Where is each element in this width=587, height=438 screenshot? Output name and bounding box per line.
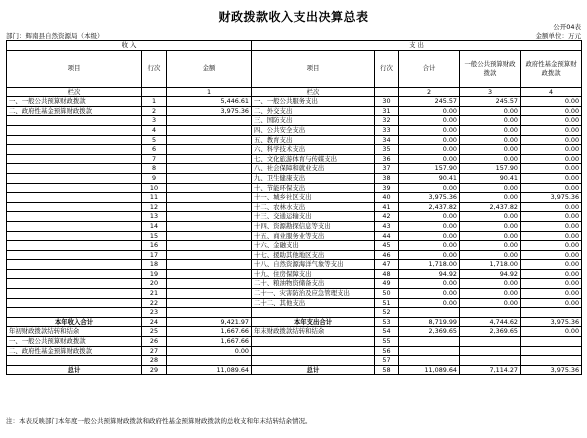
expense-line-number: 35 <box>375 145 399 155</box>
income-line-number: 17 <box>142 250 167 260</box>
expense-gov-fund: 0.00 <box>521 298 582 308</box>
column-index-2: 2 <box>399 87 460 97</box>
expense-item: 十、节能环保支出 <box>252 183 375 193</box>
expense-total: 0.00 <box>399 135 460 145</box>
income-line-number: 2 <box>142 106 167 116</box>
table-row <box>7 202 582 212</box>
expense-gov-fund: 0.00 <box>521 106 582 116</box>
expense-line-number: 44 <box>375 231 399 241</box>
expense-line-number: 43 <box>375 221 399 231</box>
expense-total: 0.00 <box>399 279 460 289</box>
expense-total: 0.00 <box>399 125 460 135</box>
expense-header: 支 出 <box>252 41 582 51</box>
expense-line-number: 58 <box>375 365 399 375</box>
income-item: 二、政府性基金预算财政拨款 <box>7 346 142 356</box>
table-row <box>7 154 582 164</box>
income-line-number: 4 <box>142 125 167 135</box>
expense-total: 90.41 <box>399 173 460 183</box>
income-amount <box>167 116 252 126</box>
income-line-number: 18 <box>142 260 167 270</box>
income-line-number: 8 <box>142 164 167 174</box>
column-index-4: 4 <box>521 87 582 97</box>
income-amount: 3,975.36 <box>167 106 252 116</box>
expense-gov-fund: 0.00 <box>521 116 582 126</box>
income-line-number: 29 <box>142 365 167 375</box>
expense-total: 0.00 <box>399 231 460 241</box>
income-item: 年初财政拨款结转和结余 <box>7 327 142 337</box>
expense-general-budget: 0.00 <box>460 106 521 116</box>
income-amount <box>167 308 252 318</box>
income-item <box>7 356 142 366</box>
expense-item: 十九、住房保障支出 <box>252 269 375 279</box>
expense-gov-fund: 3,975.36 <box>521 365 582 375</box>
income-line-number: 12 <box>142 202 167 212</box>
expense-line-number: 32 <box>375 116 399 126</box>
expense-line-number: 54 <box>375 327 399 337</box>
expense-total <box>399 337 460 347</box>
expense-line-number: 51 <box>375 298 399 308</box>
expense-general-budget: 0.00 <box>460 116 521 126</box>
income-amount <box>167 250 252 260</box>
table-row <box>7 193 582 203</box>
table-row <box>7 241 582 251</box>
income-item <box>7 298 142 308</box>
expense-gov-fund: 0.00 <box>521 135 582 145</box>
table-row <box>7 97 582 107</box>
income-line-number: 7 <box>142 154 167 164</box>
expense-item <box>252 356 375 366</box>
expense-general-budget: 0.00 <box>460 298 521 308</box>
column-index-empty <box>375 87 399 97</box>
expense-line-number: 38 <box>375 173 399 183</box>
income-line-number: 25 <box>142 327 167 337</box>
expense-item: 十三、交通运输支出 <box>252 212 375 222</box>
income-item <box>7 260 142 270</box>
expense-line-number: 36 <box>375 154 399 164</box>
expense-total: 3,975.36 <box>399 193 460 203</box>
income-item: 一、一般公共预算财政拨款 <box>7 97 142 107</box>
column-index-1: 1 <box>167 87 252 97</box>
income-amount <box>167 231 252 241</box>
income-line-number: 14 <box>142 221 167 231</box>
table-row <box>7 308 582 318</box>
expense-item: 一、一般公共服务支出 <box>252 97 375 107</box>
department-label: 部门：辉南县自然资源局（本级） <box>6 32 104 40</box>
income-item: 二、政府性基金预算财政拨款 <box>7 106 142 116</box>
expense-line-number: 37 <box>375 164 399 174</box>
expense-item: 十五、商业服务业等支出 <box>252 231 375 241</box>
expense-general-budget: 245.57 <box>460 97 521 107</box>
table-row <box>7 279 582 289</box>
expense-item-header: 项目 <box>252 50 375 87</box>
income-item <box>7 135 142 145</box>
expense-general-budget: 2,369.65 <box>460 327 521 337</box>
income-amount: 5,446.61 <box>167 97 252 107</box>
expense-item: 年末财政拨款结转和结余 <box>252 327 375 337</box>
general-budget-header: 一般公共预算财政拨款 <box>460 50 521 87</box>
expense-total: 1,718.00 <box>399 260 460 270</box>
expense-general-budget: 0.00 <box>460 250 521 260</box>
expense-total: 0.00 <box>399 183 460 193</box>
income-item <box>7 193 142 203</box>
income-line-number: 16 <box>142 241 167 251</box>
income-line-number: 6 <box>142 145 167 155</box>
expense-gov-fund: 0.00 <box>521 97 582 107</box>
income-amount <box>167 241 252 251</box>
income-header: 收 入 <box>7 41 252 51</box>
expense-general-budget: 0.00 <box>460 154 521 164</box>
income-amount <box>167 183 252 193</box>
expense-general-budget: 0.00 <box>460 289 521 299</box>
income-line-number: 22 <box>142 298 167 308</box>
expense-gov-fund: 0.00 <box>521 202 582 212</box>
income-item <box>7 212 142 222</box>
expense-item: 十四、资源勘探信息等支出 <box>252 221 375 231</box>
table-row <box>7 365 582 375</box>
income-amount: 1,667.66 <box>167 327 252 337</box>
income-line-number: 13 <box>142 212 167 222</box>
expense-gov-fund: 0.00 <box>521 164 582 174</box>
expense-item: 总计 <box>252 365 375 375</box>
income-amount <box>167 193 252 203</box>
expense-item: 七、文化旅游体育与传媒支出 <box>252 154 375 164</box>
expense-general-budget: 0.00 <box>460 212 521 222</box>
income-line-number: 19 <box>142 269 167 279</box>
expense-item: 八、社会保障和就业支出 <box>252 164 375 174</box>
expense-line-number: 56 <box>375 346 399 356</box>
expense-gov-fund <box>521 346 582 356</box>
expense-general-budget: 0.00 <box>460 125 521 135</box>
table-row <box>7 212 582 222</box>
expense-line-number: 49 <box>375 279 399 289</box>
income-amount <box>167 135 252 145</box>
expense-line-header: 行次 <box>375 50 399 87</box>
income-item <box>7 221 142 231</box>
expense-total: 8,719.99 <box>399 317 460 327</box>
income-item <box>7 269 142 279</box>
expense-line-number: 55 <box>375 337 399 347</box>
expense-item: 二十、粮油物资储备支出 <box>252 279 375 289</box>
expense-gov-fund: 0.00 <box>521 260 582 270</box>
expense-gov-fund: 3,975.36 <box>521 193 582 203</box>
expense-total <box>399 356 460 366</box>
expense-general-budget: 0.00 <box>460 183 521 193</box>
footnote: 注：本表反映部门本年度一般公共预算财政拨款和政府性基金预算财政拨款的总收支和年末结转结余情况。 <box>6 417 312 425</box>
gov-fund-header: 政府性基金预算财政拨款 <box>521 50 582 87</box>
expense-item: 三、国防支出 <box>252 116 375 126</box>
expense-general-budget: 90.41 <box>460 173 521 183</box>
income-item <box>7 202 142 212</box>
expense-general-budget <box>460 308 521 318</box>
expense-general-budget <box>460 356 521 366</box>
table-row <box>7 135 582 145</box>
expense-total: 157.90 <box>399 164 460 174</box>
expense-item <box>252 337 375 347</box>
income-amount <box>167 145 252 155</box>
income-item-header: 项目 <box>7 50 142 87</box>
unit-label: 金额单位：万元 <box>535 32 581 40</box>
expense-line-number: 53 <box>375 317 399 327</box>
expense-general-budget: 4,744.62 <box>460 317 521 327</box>
expense-item: 十二、农林水支出 <box>252 202 375 212</box>
expense-general-budget: 0.00 <box>460 193 521 203</box>
expense-item: 九、卫生健康支出 <box>252 173 375 183</box>
expense-general-budget: 1,718.00 <box>460 260 521 270</box>
expense-gov-fund: 0.00 <box>521 221 582 231</box>
expense-line-number: 42 <box>375 212 399 222</box>
expense-general-budget: 0.00 <box>460 221 521 231</box>
income-item <box>7 241 142 251</box>
expense-item: 十七、援助其他地区支出 <box>252 250 375 260</box>
expense-line-number: 45 <box>375 241 399 251</box>
budget-table <box>6 40 582 375</box>
table-row <box>7 346 582 356</box>
expense-general-budget: 0.00 <box>460 135 521 145</box>
column-index-3: 3 <box>460 87 521 97</box>
income-line-number: 21 <box>142 289 167 299</box>
income-item: 本年收入合计 <box>7 317 142 327</box>
income-amount <box>167 260 252 270</box>
income-amount <box>167 221 252 231</box>
expense-item <box>252 308 375 318</box>
income-item <box>7 164 142 174</box>
expense-general-budget: 0.00 <box>460 231 521 241</box>
income-line-header: 行次 <box>142 50 167 87</box>
table-row <box>7 183 582 193</box>
income-item <box>7 279 142 289</box>
expense-gov-fund: 0.00 <box>521 289 582 299</box>
income-item <box>7 125 142 135</box>
income-line-number: 15 <box>142 231 167 241</box>
income-amount-header: 金额 <box>167 50 252 87</box>
income-line-number: 26 <box>142 337 167 347</box>
income-amount: 1,667.66 <box>167 337 252 347</box>
table-row <box>7 269 582 279</box>
expense-line-number: 30 <box>375 97 399 107</box>
income-amount <box>167 125 252 135</box>
expense-gov-fund: 0.00 <box>521 250 582 260</box>
income-amount <box>167 269 252 279</box>
table-row <box>7 289 582 299</box>
expense-item: 五、教育支出 <box>252 135 375 145</box>
table-row <box>7 231 582 241</box>
income-line-number: 11 <box>142 193 167 203</box>
expense-total: 0.00 <box>399 289 460 299</box>
expense-gov-fund <box>521 356 582 366</box>
table-row <box>7 250 582 260</box>
expense-line-number: 46 <box>375 250 399 260</box>
table-row <box>7 356 582 366</box>
total-header: 合计 <box>399 50 460 87</box>
income-item <box>7 173 142 183</box>
expense-line-number: 57 <box>375 356 399 366</box>
income-line-number: 9 <box>142 173 167 183</box>
income-line-number: 28 <box>142 356 167 366</box>
table-row <box>7 221 582 231</box>
income-item <box>7 183 142 193</box>
income-line-number: 1 <box>142 97 167 107</box>
income-amount <box>167 298 252 308</box>
income-amount <box>167 154 252 164</box>
income-line-number: 5 <box>142 135 167 145</box>
expense-total: 0.00 <box>399 250 460 260</box>
expense-item: 十一、城乡社区支出 <box>252 193 375 203</box>
expense-gov-fund: 0.00 <box>521 154 582 164</box>
table-row <box>7 145 582 155</box>
income-line-number: 23 <box>142 308 167 318</box>
expense-total: 245.57 <box>399 97 460 107</box>
expense-gov-fund <box>521 308 582 318</box>
expense-total: 94.92 <box>399 269 460 279</box>
table-row <box>7 125 582 135</box>
table-row <box>7 317 582 327</box>
expense-general-budget: 0.00 <box>460 279 521 289</box>
expense-total: 0.00 <box>399 154 460 164</box>
expense-gov-fund: 0.00 <box>521 212 582 222</box>
expense-total: 2,369.65 <box>399 327 460 337</box>
expense-general-budget: 0.00 <box>460 241 521 251</box>
column-index-empty <box>142 87 167 97</box>
income-item <box>7 231 142 241</box>
column-index-label: 栏次 <box>7 87 142 97</box>
expense-total: 0.00 <box>399 241 460 251</box>
expense-gov-fund: 3,975.36 <box>521 317 582 327</box>
expense-total: 0.00 <box>399 145 460 155</box>
expense-item: 二十二、其他支出 <box>252 298 375 308</box>
expense-general-budget: 7,114.27 <box>460 365 521 375</box>
expense-total <box>399 346 460 356</box>
expense-line-number: 31 <box>375 106 399 116</box>
income-item <box>7 116 142 126</box>
expense-general-budget: 0.00 <box>460 145 521 155</box>
income-amount <box>167 164 252 174</box>
table-row <box>7 260 582 270</box>
income-amount: 9,421.97 <box>167 317 252 327</box>
expense-item: 四、公共安全支出 <box>252 125 375 135</box>
expense-general-budget: 2,437.82 <box>460 202 521 212</box>
expense-item <box>252 346 375 356</box>
income-item: 总计 <box>7 365 142 375</box>
expense-line-number: 47 <box>375 260 399 270</box>
table-row <box>7 164 582 174</box>
expense-total: 11,089.64 <box>399 365 460 375</box>
income-line-number: 20 <box>142 279 167 289</box>
expense-line-number: 39 <box>375 183 399 193</box>
table-row <box>7 116 582 126</box>
income-item <box>7 289 142 299</box>
table-row <box>7 337 582 347</box>
income-item <box>7 308 142 318</box>
expense-total: 0.00 <box>399 221 460 231</box>
expense-line-number: 52 <box>375 308 399 318</box>
column-index-label: 栏次 <box>252 87 375 97</box>
income-line-number: 27 <box>142 346 167 356</box>
expense-gov-fund: 0.00 <box>521 231 582 241</box>
income-amount <box>167 202 252 212</box>
expense-general-budget: 94.92 <box>460 269 521 279</box>
income-line-number: 10 <box>142 183 167 193</box>
expense-total: 0.00 <box>399 106 460 116</box>
expense-gov-fund: 0.00 <box>521 241 582 251</box>
expense-line-number: 40 <box>375 193 399 203</box>
expense-gov-fund <box>521 337 582 347</box>
expense-gov-fund: 0.00 <box>521 279 582 289</box>
expense-line-number: 41 <box>375 202 399 212</box>
income-amount <box>167 173 252 183</box>
expense-general-budget <box>460 346 521 356</box>
expense-gov-fund: 0.00 <box>521 269 582 279</box>
expense-item: 十六、金融支出 <box>252 241 375 251</box>
table-row <box>7 106 582 116</box>
expense-gov-fund: 0.00 <box>521 145 582 155</box>
expense-line-number: 50 <box>375 289 399 299</box>
table-row <box>7 173 582 183</box>
expense-item: 二、外交支出 <box>252 106 375 116</box>
expense-total: 2,437.82 <box>399 202 460 212</box>
table-row <box>7 298 582 308</box>
expense-line-number: 33 <box>375 125 399 135</box>
income-amount <box>167 356 252 366</box>
expense-gov-fund: 0.00 <box>521 327 582 337</box>
income-amount: 0.00 <box>167 346 252 356</box>
expense-gov-fund: 0.00 <box>521 183 582 193</box>
expense-general-budget: 157.90 <box>460 164 521 174</box>
expense-item: 十八、自然资源海洋气象等支出 <box>252 260 375 270</box>
expense-line-number: 48 <box>375 269 399 279</box>
income-amount <box>167 212 252 222</box>
table-row <box>7 327 582 337</box>
expense-total: 0.00 <box>399 116 460 126</box>
income-item: 一、一般公共预算财政拨款 <box>7 337 142 347</box>
income-line-number: 3 <box>142 116 167 126</box>
expense-item: 六、科学技术支出 <box>252 145 375 155</box>
income-item <box>7 250 142 260</box>
expense-gov-fund: 0.00 <box>521 173 582 183</box>
expense-item: 二十一、灾害防治及应急管理支出 <box>252 289 375 299</box>
expense-gov-fund: 0.00 <box>521 125 582 135</box>
expense-line-number: 34 <box>375 135 399 145</box>
expense-total: 0.00 <box>399 298 460 308</box>
expense-total <box>399 308 460 318</box>
income-item <box>7 154 142 164</box>
report-title: 财政拨款收入支出决算总表 <box>218 10 369 24</box>
expense-general-budget <box>460 337 521 347</box>
income-amount <box>167 289 252 299</box>
income-amount <box>167 279 252 289</box>
form-number: 公开04表 <box>553 23 581 31</box>
expense-total: 0.00 <box>399 212 460 222</box>
income-line-number: 24 <box>142 317 167 327</box>
income-amount: 11,089.64 <box>167 365 252 375</box>
income-item <box>7 145 142 155</box>
expense-item: 本年支出合计 <box>252 317 375 327</box>
